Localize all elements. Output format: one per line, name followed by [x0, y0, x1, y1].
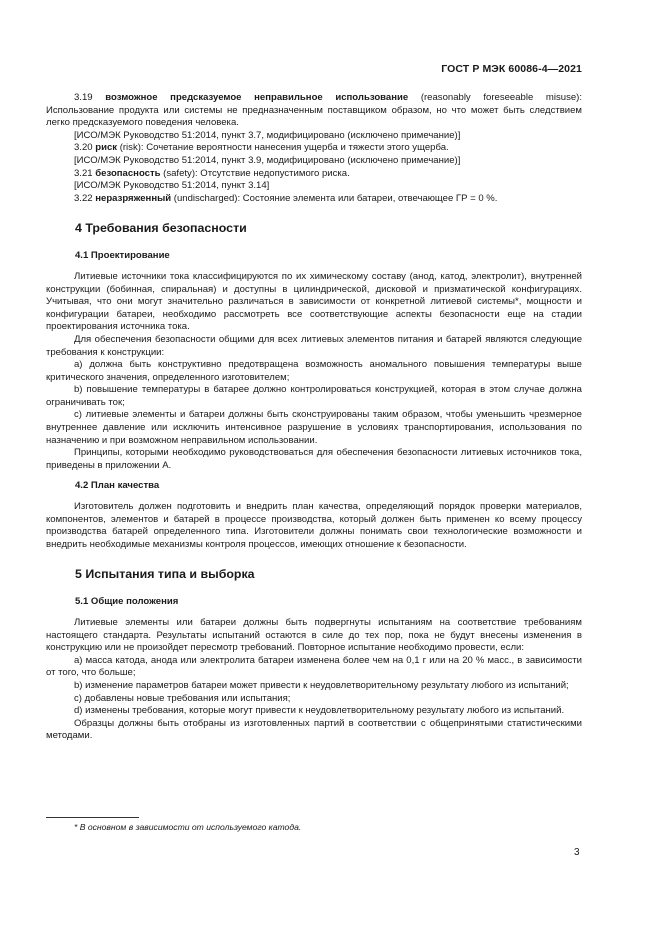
document-header: ГОСТ Р МЭК 60086-4—2021: [441, 63, 582, 75]
section-4-heading: 4 Требования безопасности: [75, 221, 247, 236]
section-4-1-paragraph-2: Для обеспечения безопасности общими для всех литиевых элементов питания и батарей являются следующие требования к конструкции:: [46, 333, 582, 358]
section-5-1-paragraph-1: Литиевые элементы или батареи должны быть подвергнуты испытаниям на соответствие требованиям настоящего стандарта. Результаты испытаний остаются в силе до тех пор, пока не будут внесены изменения в конструкцию или не произойдет пересмотр требований. Повторное испытание необходимо провести, если:: [46, 617, 582, 654]
section-4-1-paragraph-3: Принципы, которыми необходимо руководствоваться для обеспечения безопасности литиевых источников тока, приведены в приложении А.: [46, 447, 582, 471]
page-number: 3: [574, 847, 580, 858]
term-3-21: 3.21 безопасность (safety): Отсутствие недопустимого риска.: [74, 167, 350, 179]
document-body: [46, 92, 582, 743]
section-5-heading: 5 Испытания типа и выборка: [75, 567, 255, 582]
term-3-20: 3.20 риск (risk): Сочетание вероятности нанесения ущерба и тяжести этого ущерба.: [74, 142, 449, 154]
section-4-1-paragraph-1: Литиевые источники тока классифицируются по их химическому составу (анод, катод, электролит), внутренней конструкции (бобинная, спиральная) и доступны в цилиндрической, дисковой и призматической конфигурациях. Учитывая, что они могут значительно различаться в зависимости от конкретной литиевой системы*, мощности и конфигурации батареи, необходимо рассмотреть все соответствующие аспекты безопасности еще на стадии проектирования источника тока.: [46, 270, 582, 333]
term-3-20-title: риск: [95, 142, 118, 154]
term-3-22-title: неразряженный: [95, 192, 172, 204]
term-3-19-title: возможное предсказуемое неправильное использование: [105, 92, 409, 103]
section-4-1-item-a: а) должна быть конструктивно предотвращена возможность аномального повышения температуры выше критического значения, определенного изготовителем;: [46, 359, 582, 383]
term-3-20-source: [ИСО/МЭК Руководство 51:2014, пункт 3.9, модифицировано (исключено примечание)]: [74, 154, 461, 166]
footnote: * В основном в зависимости от используемого катода.: [74, 822, 302, 832]
term-3-19-source: [ИСО/МЭК Руководство 51:2014, пункт 3.7, модифицировано (исключено примечание)]: [74, 129, 461, 141]
section-4-1-item-b: b) повышение температуры в батарее должно контролироваться конструкцией, которая в этом случае должна ограничивать ток;: [46, 384, 582, 408]
section-5-1-heading: 5.1 Общие положения: [75, 596, 179, 608]
term-3-19: 3.19 возможное предсказуемое неправильное использование (reasonably foreseeable misuse): Использование продукта или системы не предназначенным поставщиком образом, но что может быть следствием легко предсказуемого поведения человека.: [46, 92, 582, 129]
section-5-1-item-d: d) изменены требования, которые могут привести к неудовлетворительному результату любого из испытаний.: [74, 705, 565, 717]
section-5-1-item-a: а) масса катода, анода или электролита батареи изменена более чем на 0,1 г или на 20 % масс., в зависимости от того, что больше;: [46, 654, 582, 679]
term-3-22: 3.22 неразряженный (undischarged): Состояние элемента или батареи, отвечающее ГР = 0 %.: [74, 192, 498, 204]
section-4-1-item-c: c) литиевые элементы и батареи должны быть сконструированы таким образом, чтобы уменьшить чрезмерное внутреннее давление или исключить интенсивное разрушение в условиях транспортирования, использования по назначению и при возможном неправильном использовании.: [46, 409, 582, 446]
section-5-1-item-c: c) добавлены новые требования или испытания;: [74, 692, 291, 704]
section-4-1-heading: 4.1 Проектирование: [75, 250, 170, 262]
term-3-21-title: безопасность: [95, 167, 161, 179]
footnote-divider: [46, 817, 139, 818]
section-4-2-paragraph-1: Изготовитель должен подготовить и внедрить план качества, определяющий порядок проверки материалов, компонентов, элементов и батарей в процессе производства, который должен быть применен ко всему процессу производства батарей определенного типа. Изготовители должны понимать свои технологические возможности и внедрить необходимые механизмы контроля процессов, имеющих отношение к безопасности.: [46, 501, 582, 550]
section-4-2-heading: 4.2 План качества: [75, 480, 160, 492]
section-5-1-paragraph-2: Образцы должны быть отобраны из изготовленных партий в соответствии с общепринятыми статистическими методами.: [46, 717, 582, 742]
section-5-1-item-b: b) изменение параметров батареи может привести к неудовлетворительному результату любого из испытаний;: [74, 679, 569, 691]
term-3-21-source: [ИСО/МЭК Руководство 51:2014, пункт 3.14]: [74, 180, 270, 192]
